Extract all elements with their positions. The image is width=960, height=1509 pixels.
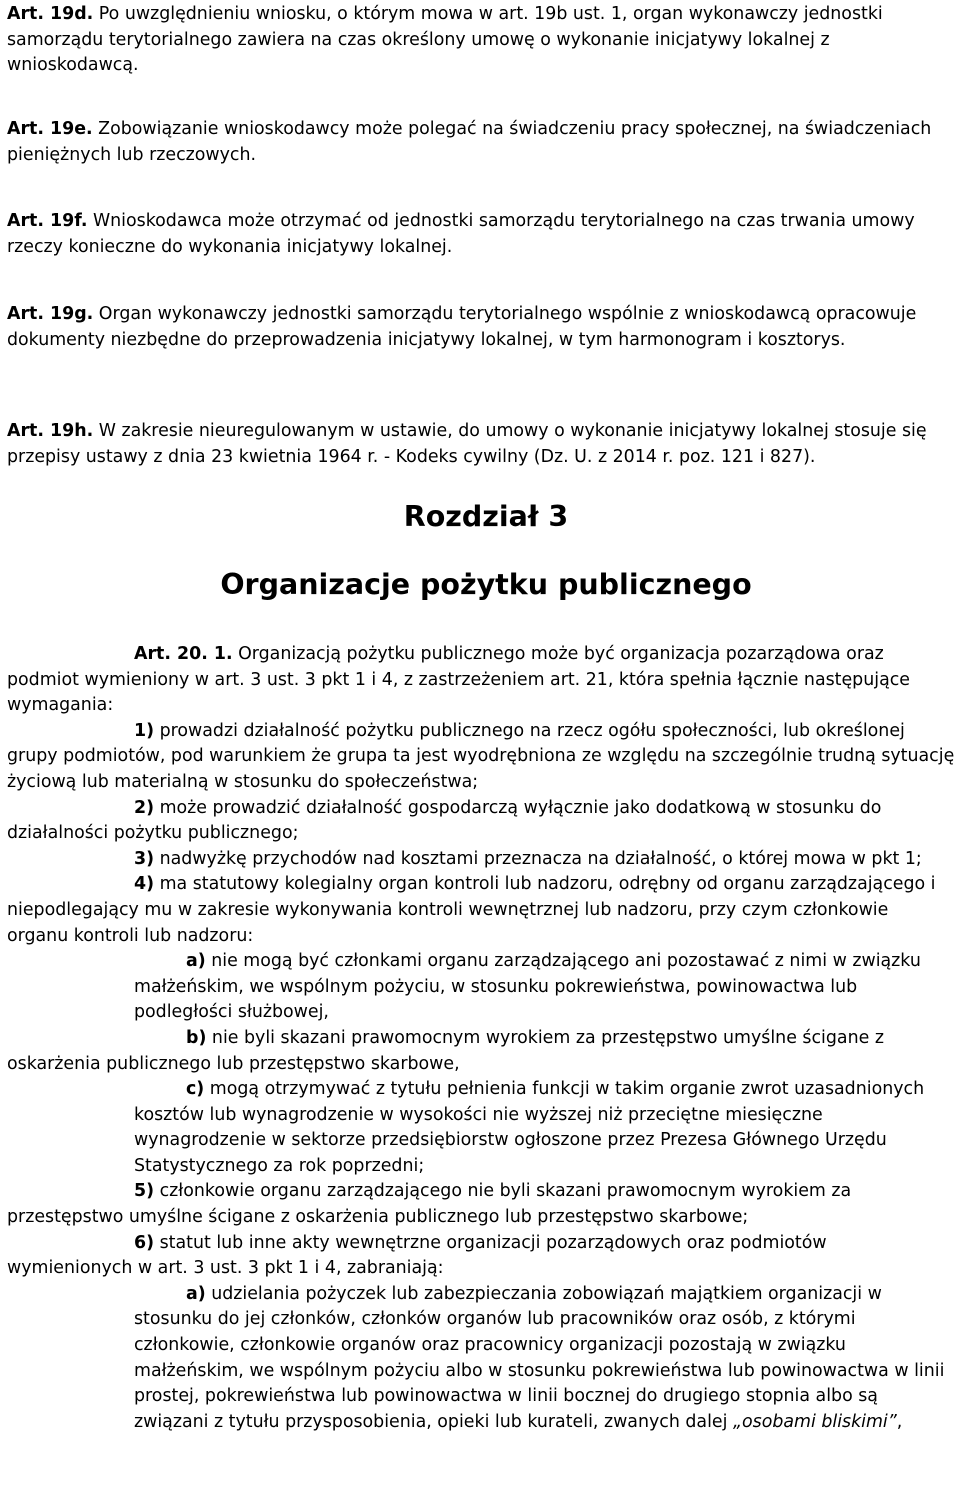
item-text: ma statutowy kolegialny organ kontroli lub nadzoru, odrębny od organu zarządzającego i niepodlegający mu w zakresie wykonywania kontroli wewnętrznej lub nadzoru, przy czym członkowie organu kontroli lub nadzoru: [7, 874, 936, 946]
item-number: 6) [134, 1232, 155, 1253]
article-text: W zakresie nieuregulowanym w ustawie, do umowy o wykonanie inicjatywy lokalnej stosuje się przepisy ustawy z dnia 23 kwietnia 1964 r. - Kodeks cywilny (Dz. U. z 2014 r. poz. 121 i 827). [7, 421, 927, 467]
list-subitem [7, 949, 955, 1026]
article-label: Art. 19e. [7, 119, 93, 139]
item-text: prowadzi działalność pożytku publicznego na rzecz ogółu społeczności, lub określonej grupy podmiotów, pod warunkiem że grupa ta jest wyodrębniona ze względu na szczególnie trudną sytuację życiową lub materialną w stosunku do społeczeństwa; [7, 720, 955, 792]
item-number: 3) [134, 848, 155, 869]
item-text: nie byli skazani prawomocnym wyrokiem za przestępstwo umyślne ścigane z oskarżenia publicznego lub przestępstwo skarbowe, [7, 1027, 884, 1074]
chapter-title: Organizacje pożytku publicznego [220, 568, 752, 601]
item-number: 4) [134, 874, 155, 895]
list-subitem [7, 1282, 955, 1436]
item-text: udzielania pożyczek lub zabezpieczania zobowiązań majątkiem organizacji w stosunku do jej członków, członków organów lub pracowników oraz osób, z którymi członkowie, członkowie organów oraz pracownicy organizacji pozostają w związku małżeńskim, we wspólnym pożyciu albo w stosunku pokrewieństwa lub powinowactwa w linii prostej, pokrewieństwa lub powinowactwa w linii bocznej do drugiego stopnia albo są związani z tytułu przysposobienia, opieki lub kurateli, zwanych dalej [134, 1283, 945, 1432]
item-number: a) [186, 1283, 206, 1304]
item-number: 1) [134, 720, 155, 741]
list-subitem [7, 1077, 955, 1179]
article-text: Zobowiązanie wnioskodawcy może polegać na świadczeniu pracy społecznej, na świadczeniach pieniężnych lub rzeczowych. [7, 119, 932, 165]
item-italic-term: „osobami bliskimi” [732, 1411, 897, 1432]
article-text: Organizacją pożytku publicznego może być organizacja pozarządowa oraz podmiot wymieniony w art. 3 ust. 3 pkt 1 i 4, z zastrzeżeniem art. 21, która spełnia łącznie następujące wymagania: [7, 644, 910, 716]
item-number: c) [186, 1079, 205, 1100]
article-19e [7, 117, 955, 168]
list-item [7, 796, 955, 847]
item-number: 2) [134, 797, 155, 818]
article-19g [7, 302, 955, 353]
list-item [7, 847, 955, 873]
item-text: członkowie organu zarządzającego nie byli skazani prawomocnym wyrokiem za przestępstwo umyślne ścigane z oskarżenia publicznego lub przestępstwo skarbowe; [7, 1181, 852, 1228]
item-number: a) [186, 951, 206, 972]
article-19f [7, 209, 955, 260]
item-number: b) [186, 1027, 207, 1048]
item-number: 5) [134, 1181, 155, 1202]
article-label: Art. 19h. [7, 421, 94, 441]
article-text: Po uwzględnieniu wniosku, o którym mowa w art. 19b ust. 1, organ wykonawczy jednostki samorządu terytorialnego zawiera na czas określony umowę o wykonanie inicjatywy lokalnej z wnioskodawcą. [7, 4, 883, 76]
article-label: Art. 19f. [7, 211, 88, 231]
article-label: Art. 19g. [7, 304, 94, 324]
item-tail: , [896, 1411, 903, 1432]
article-20 [7, 642, 955, 1435]
article-label: Art. 20. 1. [134, 644, 233, 664]
item-text: może prowadzić działalność gospodarczą wyłącznie jako dodatkową w stosunku do działalności pożytku publicznego; [7, 797, 882, 844]
article-19d [7, 2, 955, 79]
item-text: nie mogą być członkami organu zarządzającego ani pozostawać z nimi w związku małżeńskim, we wspólnym pożyciu, w stosunku pokrewieństwa, powinowactwa lub podległości służbowej, [134, 951, 921, 1023]
article-text: Wnioskodawca może otrzymać od jednostki samorządu terytorialnego na czas trwania umowy rzeczy konieczne do wykonania inicjatywy lokalnej. [7, 211, 915, 257]
article-label: Art. 19d. [7, 4, 94, 24]
list-item [7, 1179, 955, 1230]
list-item [7, 1231, 955, 1282]
article-text: Organ wykonawczy jednostki samorządu terytorialnego wspólnie z wnioskodawcą opracowuje dokumenty niezbędne do przeprowadzenia inicjatywy lokalnej, w tym harmonogram i kosztorys. [7, 304, 917, 350]
item-text: mogą otrzymywać z tytułu pełnienia funkcji w takim organie zwrot uzasadnionych kosztów lub wynagrodzenie w wysokości nie wyższej niż przeciętne miesięczne wynagrodzenie w sektorze przedsiębiorstw ogłoszone przez Prezesa Głównego Urzędu Statystycznego za rok poprzedni; [134, 1079, 925, 1176]
list-item [7, 872, 955, 949]
chapter-number: Rozdział 3 [403, 500, 569, 533]
list-subitem [7, 1026, 955, 1077]
list-item [7, 719, 955, 796]
item-text: statut lub inne akty wewnętrzne organizacji pozarządowych oraz podmiotów wymienionych w art. 3 ust. 3 pkt 1 i 4, zabraniają: [7, 1232, 827, 1279]
item-text: nadwyżkę przychodów nad kosztami przeznacza na działalność, o której mowa w pkt 1; [154, 848, 922, 869]
article-20-intro [7, 642, 955, 719]
article-19h [7, 419, 955, 470]
